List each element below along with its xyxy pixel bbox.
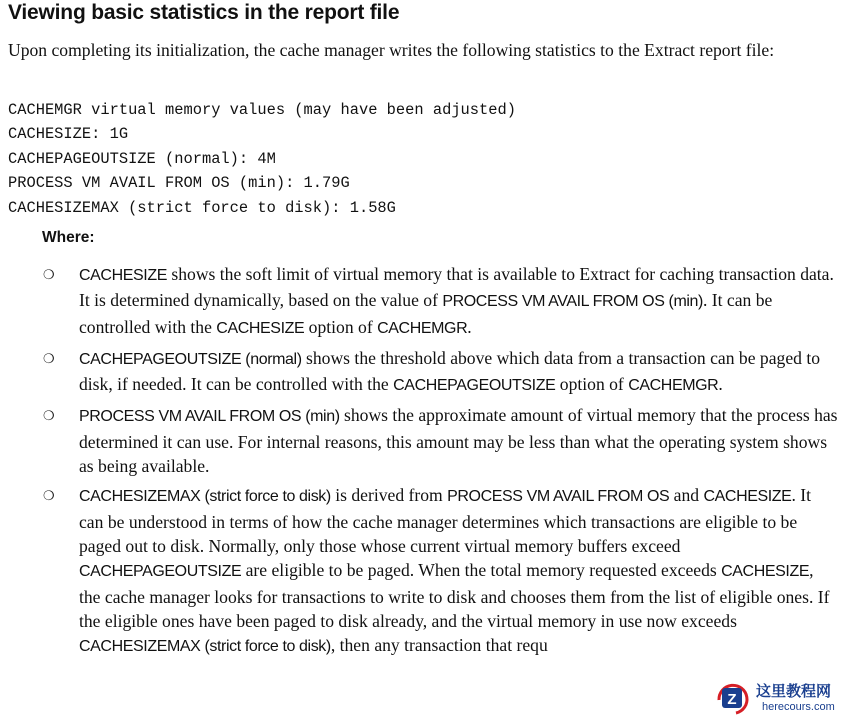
term: CACHESIZE (216, 319, 305, 337)
where-label: Where: (42, 229, 95, 246)
code-line: PROCESS VM AVAIL FROM OS (min): 1.79G (8, 174, 350, 193)
item-text: is derived from (330, 485, 448, 506)
item-text: and (669, 485, 704, 506)
item-text: . It can be understood in terms of how the cache manager determines which transactions are eligible to be paged out to disk. Normally, only those whose current virtual memory buffers exceed (79, 485, 812, 556)
section-heading: Viewing basic statistics in the report file (8, 1, 400, 24)
site-watermark (712, 678, 856, 720)
term: CACHESIZE (703, 488, 792, 506)
term: PROCESS VM AVAIL FROM OS (447, 488, 670, 506)
item-text: . (467, 316, 472, 337)
item-text: shows the threshold above which data from a transaction can be paged to disk, if needed. It can be controlled with the (79, 347, 821, 395)
list-item-process-vm-avail (0, 403, 839, 478)
code-line: CACHEPAGEOUTSIZE (normal): 4M (8, 149, 276, 168)
item-text: , then any transaction that requ (330, 635, 548, 656)
item-text: option of (555, 374, 629, 395)
item-text: . It can be controlled with the (79, 290, 773, 337)
logo-letter: Z (727, 691, 737, 708)
code-line: CACHEMGR virtual memory values (may have been adjusted) (8, 101, 516, 119)
watermark-url: herecours.com (762, 701, 835, 713)
term: CACHEMGR (377, 319, 468, 337)
circle-bullet-icon: ❍ (43, 268, 55, 283)
item-text: option of (304, 316, 378, 337)
list-item-cachepageoutsize (0, 346, 839, 399)
code-line: CACHESIZE: 1G (8, 125, 129, 144)
definition-list (0, 262, 856, 664)
circle-bullet-icon: ❍ (43, 409, 55, 425)
item-text: . (718, 374, 723, 395)
term: CACHEPAGEOUTSIZE (393, 377, 556, 395)
term: CACHESIZE (721, 563, 810, 581)
code-line: CACHESIZEMAX (strict force to disk): 1.58G (8, 198, 396, 217)
list-item-cachesize (0, 262, 839, 341)
term: PROCESS VM AVAIL FROM OS (min) (442, 293, 703, 311)
term: CACHESIZE (79, 267, 167, 284)
term: CACHESIZEMAX (strict force to disk) (79, 488, 331, 506)
term: PROCESS VM AVAIL FROM OS (min) (79, 408, 340, 426)
circle-bullet-icon: ❍ (43, 489, 55, 505)
term: CACHEMGR (628, 377, 719, 395)
intro-paragraph: Upon completing its initialization, the cache manager writes the following statistics to the Extract report file: (8, 40, 775, 60)
term: CACHEPAGEOUTSIZE (79, 563, 242, 581)
term: CACHEPAGEOUTSIZE (normal) (79, 350, 302, 368)
circle-bullet-icon: ❍ (43, 351, 55, 367)
watermark-site-name: 这里教程网 (756, 682, 832, 700)
item-text: are eligible to be paged. When the total memory requested exceeds (241, 560, 722, 581)
item-text: shows the soft limit of virtual memory that is available to Extract for caching transaction data. It is determined dynamically, based on the value of (79, 264, 834, 311)
term: CACHESIZEMAX (strict force to disk) (79, 638, 331, 656)
code-block (8, 98, 516, 220)
item-text: shows the approximate amount of virtual memory that the process has determined it can use. For internal reasons, this amount may be less than what the operating system shows as being available. (79, 405, 838, 477)
site-logo-icon (714, 680, 750, 716)
list-item-cachesizemax (0, 483, 839, 659)
item-text: , the cache manager looks for transactions to write to disk and chooses them from the list of eligible ones. If the eligible ones have been paged to disk already, and the virtual memory in use now exceeds (79, 560, 830, 631)
